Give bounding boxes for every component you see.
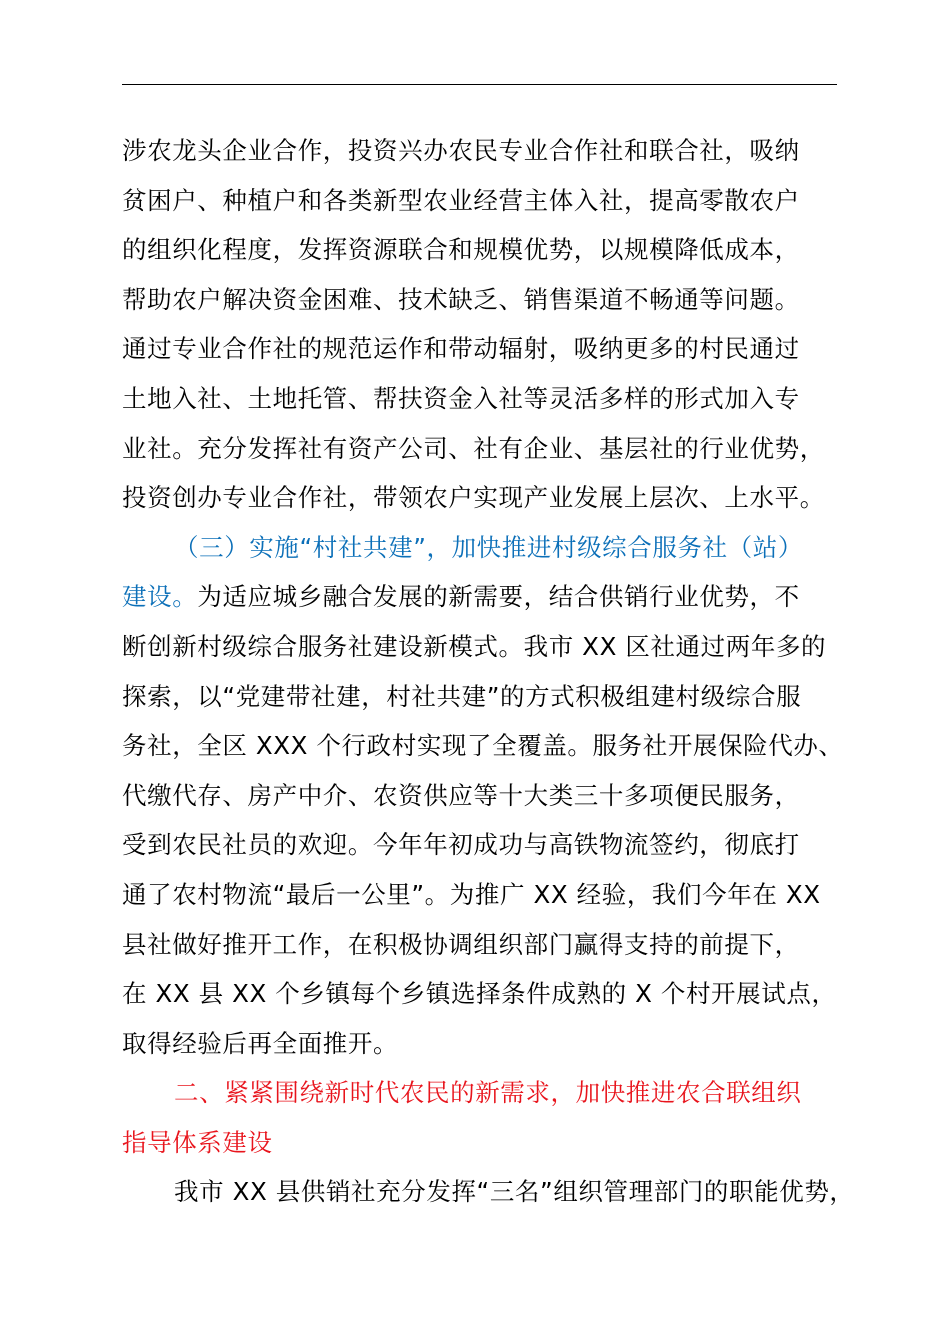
- body-line: 业社。充分发挥社有资产公司、社有企业、基层社的行业优势，: [122, 433, 825, 463]
- body-line: 在 XX 县 XX 个乡镇每个乡镇选择条件成熟的 X 个村开展试点，: [122, 979, 837, 1009]
- body-line: 贫困户、种植户和各类新型农业经营主体入社，提高零散农户: [122, 185, 800, 215]
- body-line: 投资创办专业合作社，带领农户实现产业发展上层次、上水平。: [122, 483, 825, 513]
- body-line: 的组织化程度，发挥资源联合和规模优势，以规模降低成本，: [122, 235, 800, 265]
- body-line: 涉农龙头企业合作，投资兴办农民专业合作社和联合社，吸纳: [122, 136, 800, 165]
- document-body: [122, 126, 855, 1217]
- mixed-line: [122, 572, 838, 622]
- body-line: 县社做好推开工作，在积极协调组织部门赢得支持的前提下，: [122, 929, 800, 959]
- header-rule: [122, 84, 837, 85]
- body-line: 务社，全区 XXX 个行政村实现了全覆盖。服务社开展保险代办、: [122, 731, 844, 761]
- body-line: 帮助农户解决资金困难、技术缺乏、销售渠道不畅通等问题。: [122, 284, 800, 314]
- body-line: 代缴代存、房产中介、农资供应等十大类三十多项便民服务，: [122, 780, 800, 810]
- body-line: 取得经验后再全面推开。: [122, 1028, 399, 1058]
- body-line: 受到农民社员的欢迎。今年年初成功与高铁物流签约，彻底打: [122, 830, 800, 860]
- body-line: 通了农村物流“最后一公里”。为推广 XX 经验，我们今年在 XX: [122, 879, 821, 909]
- body-line: 通过专业合作社的规范运作和带动辐射，吸纳更多的村民通过: [122, 334, 800, 364]
- subheading-line: （三）实施“村社共建”，加快推进村级综合服务社（站）: [174, 532, 803, 562]
- section-heading-line: 指导体系建设: [122, 1127, 273, 1157]
- body-text: 为适应城乡融合发展的新需要，结合供销行业优势，不: [197, 582, 800, 612]
- section-heading-line: 二、紧紧围绕新时代农民的新需求，加快推进农合联组织: [174, 1078, 802, 1108]
- subheading-tail: 建设。: [122, 582, 198, 612]
- body-line: 我市 XX 县供销社充分发挥“三名”组织管理部门的职能优势，: [174, 1177, 855, 1207]
- body-line: 土地入社、土地托管、帮扶资金入社等灵活多样的形式加入专: [122, 383, 800, 413]
- body-line: 断创新村级综合服务社建设新模式。我市 XX 区社通过两年多的: [122, 631, 827, 661]
- body-line: 探索，以“党建带社建，村社共建”的方式积极组建村级综合服: [122, 681, 802, 711]
